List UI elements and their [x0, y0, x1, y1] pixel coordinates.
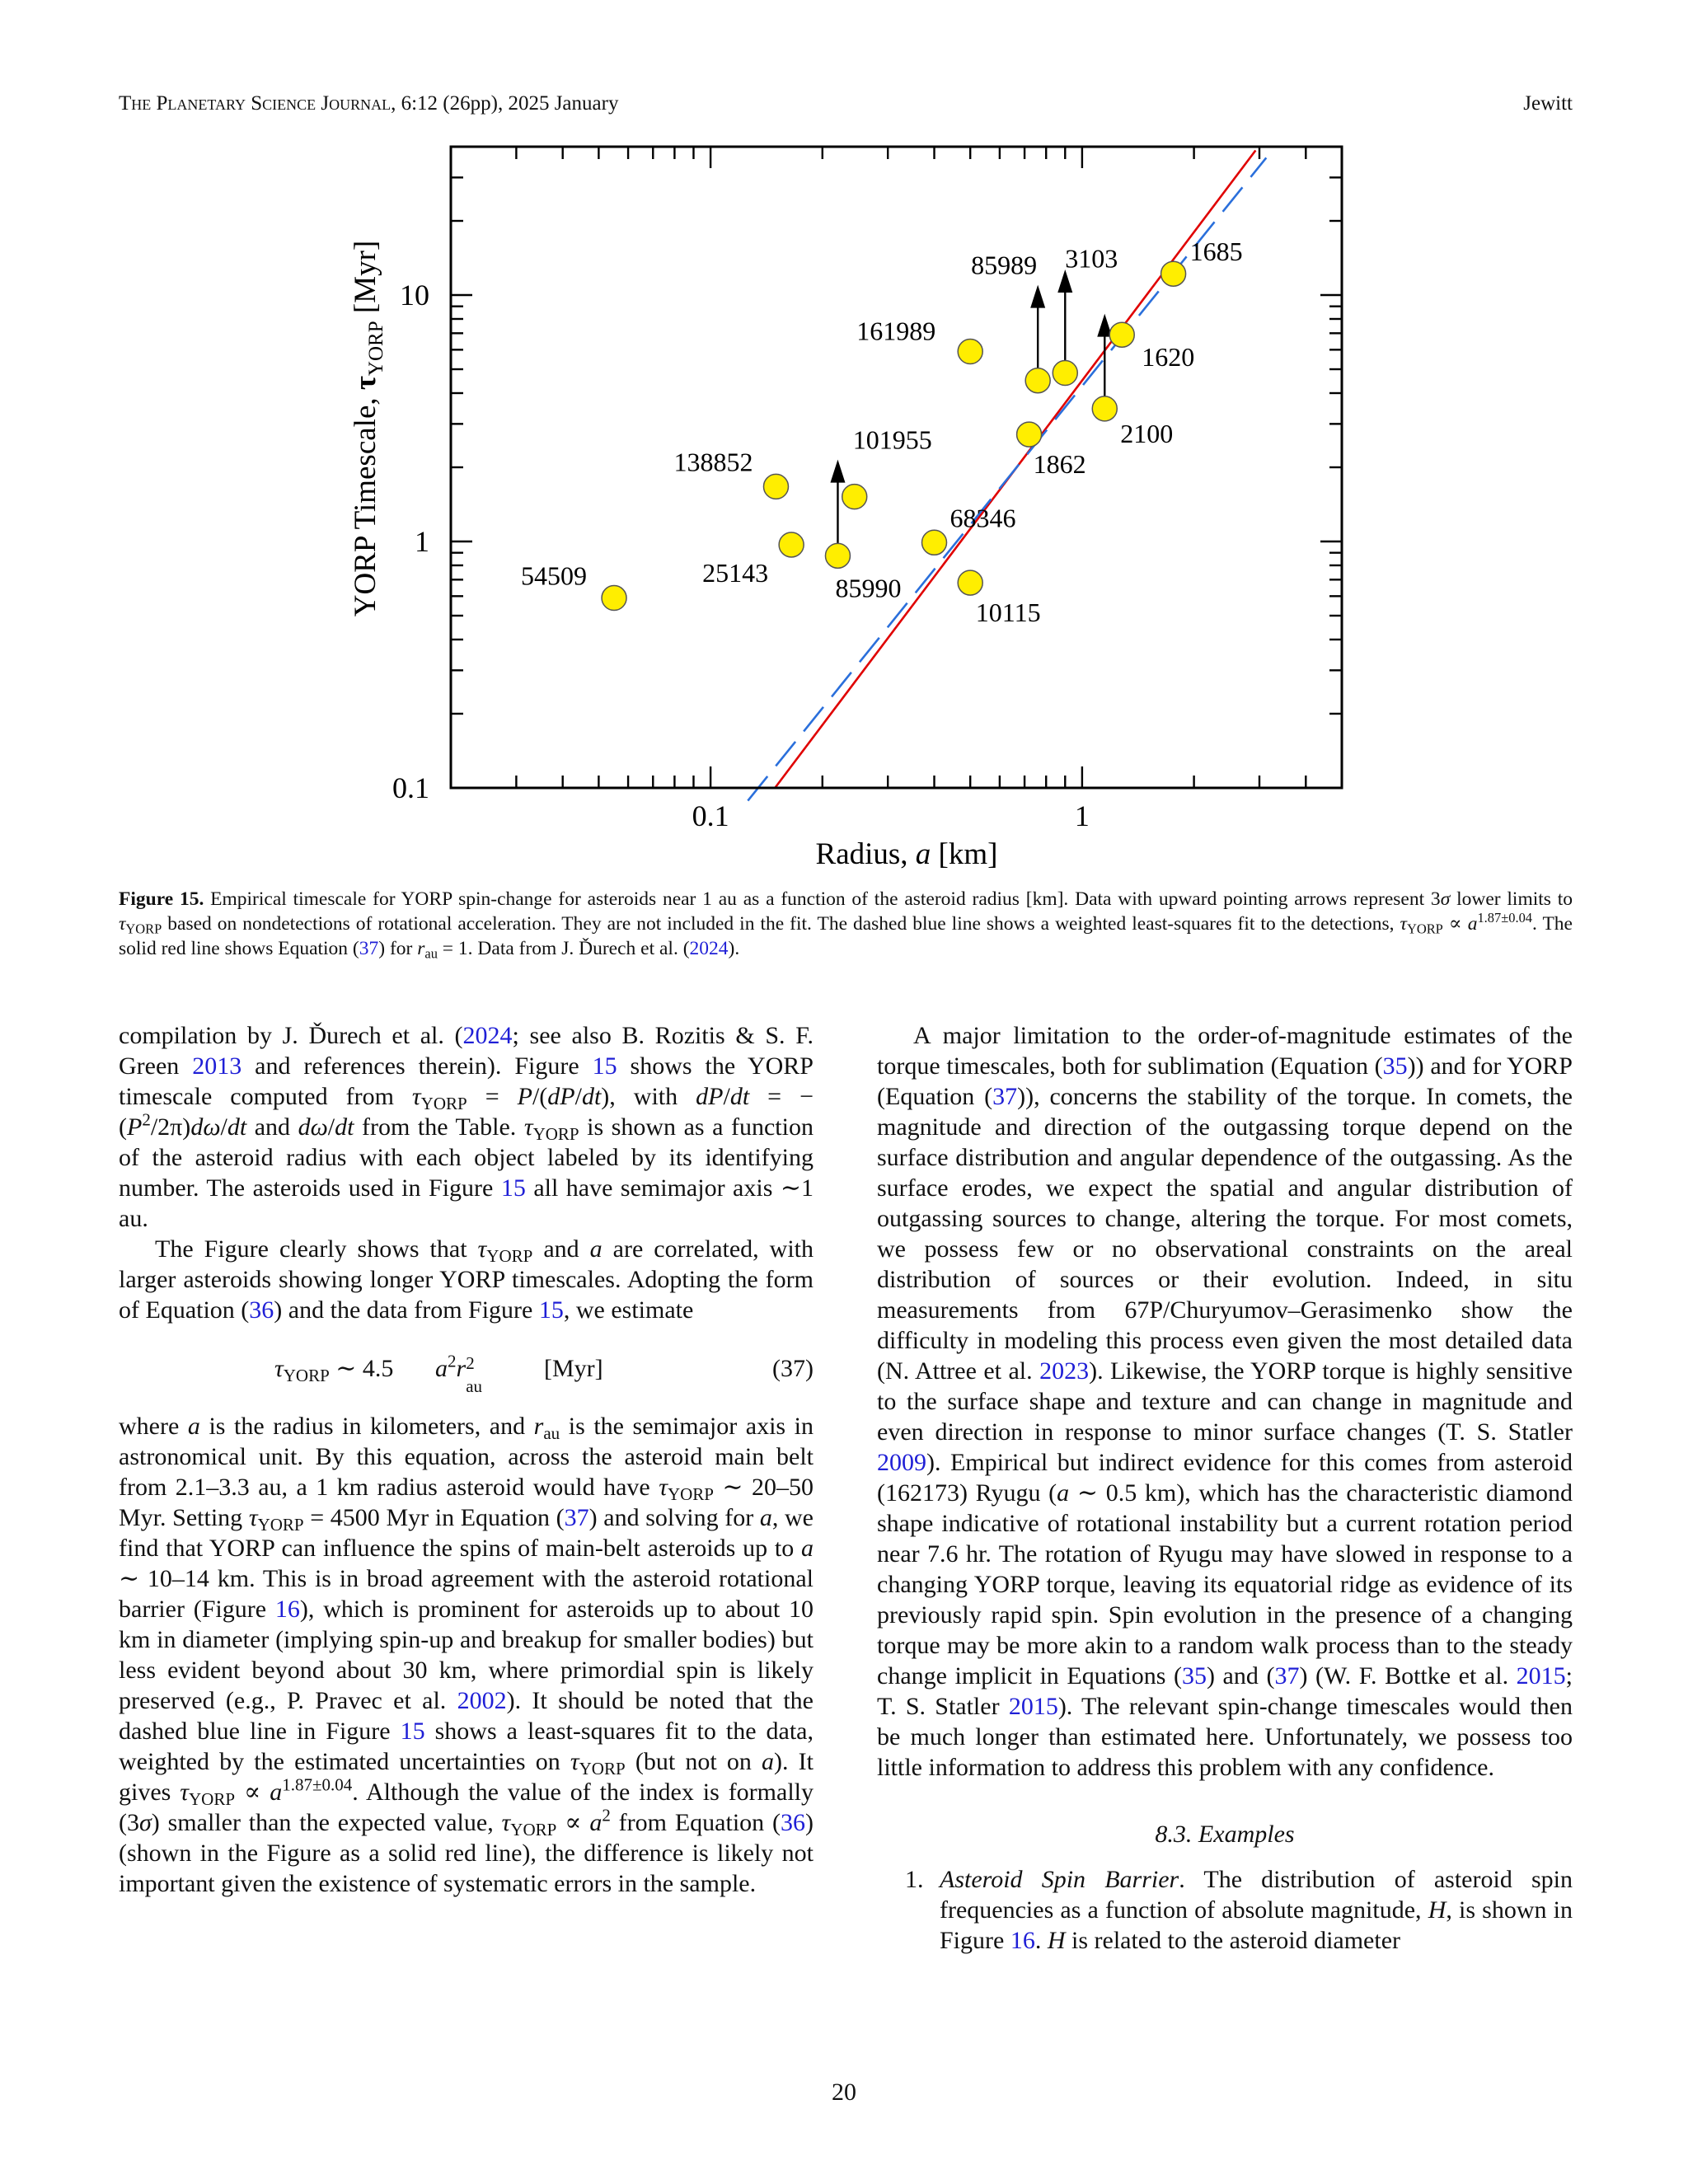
math-run: dω: [298, 1113, 328, 1141]
text-run: /: [723, 1083, 730, 1110]
text-run: ) and (: [1206, 1662, 1275, 1690]
text-run: /: [574, 1083, 582, 1110]
text-run: , we find that YORP can influence the spins of main-belt asteroids up to: [119, 1504, 814, 1562]
math-run: dt: [729, 1083, 750, 1110]
eq-a: a: [435, 1355, 448, 1382]
point-label: 10115: [975, 598, 1041, 628]
text-run: = − (: [119, 1083, 814, 1141]
text-run: ∝: [556, 1809, 590, 1836]
text-run: ; see also B. Rozitis & S. F. Green: [119, 1022, 814, 1080]
math-run: τ: [523, 1113, 533, 1141]
text-run: )), concerns the stability of the torque. In comets, the magnitude and direction of the outgassing torque depend on the surface distribution and angular dependence of the outgassing. As the surface erodes, we expect the spatial and angular distribution of outgassing sources to change, altering the torque. For most comets, we possess few or no observational constraints on the areal distribution of sources or their evolution. Indeed, in situ measurements from 67P/Churyumov–Gerasimenko show the difficulty in modeling this process even given the most detailed data (N. Attree et al.: [877, 1083, 1573, 1385]
text-run: all have semimajor axis ∼1 au.: [119, 1174, 814, 1232]
text-run: (but not on: [625, 1748, 762, 1775]
eq-rhs: [435, 1351, 484, 1396]
text-run: , we estimate: [563, 1296, 694, 1324]
math-run: a: [589, 1235, 603, 1263]
data-point-68346: [922, 530, 947, 555]
point-label: 1620: [1142, 342, 1195, 373]
point-label: 1862: [1033, 449, 1086, 480]
math-run: dP: [547, 1083, 575, 1110]
y-axis-label: [349, 241, 387, 617]
text-run: /: [220, 1113, 227, 1141]
text-run: ) and solving for: [588, 1504, 760, 1531]
x-tick-label: 1: [1074, 799, 1090, 832]
reference-link[interactable]: 2009: [877, 1449, 926, 1476]
point-label: 2100: [1120, 418, 1174, 448]
text-run: lower limits to: [1450, 888, 1573, 910]
data-point-3103: [1053, 361, 1077, 386]
y-axis-label-sub: YORP: [365, 321, 387, 377]
reference-link[interactable]: 15: [592, 1052, 617, 1080]
math-run: τ: [180, 1779, 189, 1806]
eq-r-scripts: 2 au: [466, 1353, 483, 1396]
math-run: dt: [227, 1113, 247, 1141]
reference-link[interactable]: 15: [400, 1718, 425, 1745]
text-run: ). It should be noted that the dashed blue line in Figure: [119, 1687, 814, 1745]
math-run: dP: [696, 1083, 724, 1110]
reference-link[interactable]: 37: [992, 1083, 1018, 1110]
text-run: . The solid red line shows Equation (: [119, 913, 1573, 959]
point-labels-group: [521, 237, 1243, 627]
text-run: ) smaller than the expected value,: [151, 1809, 502, 1836]
eq-relation: ∼ 4.5: [329, 1355, 394, 1382]
text-run: and references therein). Figure: [241, 1052, 593, 1080]
x-axis-label-text: Radius,: [815, 837, 916, 871]
text-run: ∝: [235, 1779, 270, 1806]
reference-link[interactable]: 15: [538, 1296, 564, 1324]
reference-link[interactable]: 2024: [462, 1022, 513, 1049]
list-item: [877, 1864, 1573, 1956]
reference-link[interactable]: 2015: [1008, 1693, 1058, 1720]
math-run: YORP: [510, 1819, 557, 1840]
eq-tau-sub: YORP: [283, 1365, 330, 1385]
math-run: YORP: [1406, 921, 1443, 937]
text-run: ; T. S. Statler: [877, 1662, 1573, 1720]
eq-tau: τ: [274, 1355, 284, 1382]
text-run: ∼ 20–50 Myr. Setting: [119, 1474, 814, 1531]
math-run: YORP: [189, 1788, 236, 1809]
point-label: 161989: [856, 316, 936, 346]
eq-lhs: [274, 1353, 393, 1384]
math-run: dω: [190, 1113, 221, 1141]
section-heading: 8.3. Examples: [1155, 1821, 1295, 1848]
point-label: 101955: [852, 424, 932, 455]
text-run: ). Likewise, the YORP torque is highly sensitive to the surface shape and texture and can change in magnitude and even direction in response to minor surface changes (T. S. Statler: [877, 1357, 1573, 1446]
data-point-10115: [958, 570, 982, 595]
running-header-author: Jewitt: [1523, 92, 1573, 115]
left-column: [119, 1020, 814, 1899]
math-run: a: [1467, 913, 1478, 935]
math-run: τ: [659, 1474, 668, 1501]
reference-link[interactable]: 2002: [457, 1687, 507, 1714]
right-column: [877, 1020, 1573, 1956]
point-label: 85989: [971, 250, 1038, 280]
math-run: a: [589, 1809, 603, 1836]
data-point-2100: [1092, 396, 1117, 421]
lower-limit-arrow-head: [830, 460, 845, 483]
text-run: ), which is prominent for asteroids up to about 10 km in diameter (implying spin-up and breakup for smaller bodies) but less evident beyond about 30 km, where primordial spin is likely preserved (e.g., P. Pravec et al.: [119, 1596, 814, 1714]
math-run: H: [1428, 1896, 1447, 1924]
text-run: and: [532, 1235, 590, 1263]
point-label: 25143: [702, 557, 769, 588]
math-run: τ: [477, 1235, 487, 1263]
math-run: τ: [1400, 913, 1407, 935]
text-run: , is shown in Figure: [940, 1896, 1573, 1954]
data-point-161989: [958, 340, 982, 364]
data-point-138852: [763, 474, 788, 499]
y-axis-label-tau: τ: [349, 376, 382, 391]
reference-link[interactable]: 37: [1274, 1662, 1300, 1690]
text-run: /(: [532, 1083, 548, 1110]
x-axis-label-var: a: [915, 837, 931, 871]
text-run: .: [1034, 1927, 1048, 1954]
journal-issue: , 6:12 (26pp), 2025 January: [391, 92, 619, 115]
math-run: τ: [501, 1809, 511, 1836]
reference-link[interactable]: 16: [1010, 1927, 1035, 1954]
text-run: ) and the data from Figure: [274, 1296, 539, 1324]
reference-link[interactable]: 15: [500, 1174, 526, 1202]
data-point-25143: [779, 532, 804, 557]
math-run: τ: [248, 1504, 258, 1531]
reference-link[interactable]: 37: [564, 1504, 589, 1531]
point-label: 138852: [673, 447, 753, 477]
point-label: 85990: [835, 573, 902, 603]
y-tick-label: 0.1: [392, 771, 429, 804]
text-run: and: [246, 1113, 298, 1141]
reference-link[interactable]: 37: [359, 938, 379, 959]
text-run: ), with: [601, 1083, 696, 1110]
text-run: ).: [728, 938, 740, 959]
text-run: from the Table.: [354, 1113, 524, 1141]
text-run: is the radius in kilometers, and: [199, 1413, 534, 1440]
reference-link[interactable]: 16: [274, 1596, 300, 1623]
data-point-1620: [1109, 322, 1134, 347]
text-run: shows the YORP timescale computed from: [119, 1052, 814, 1110]
text-run: ) (shown in the Figure as a solid red line), the difference is likely not important given the existence of systematic errors in the sample.: [119, 1809, 814, 1897]
text-run: ). It gives: [119, 1748, 814, 1806]
paragraph: [877, 1020, 1573, 1783]
math-run: τ: [411, 1083, 421, 1110]
text-run: are correlated, with larger asteroids showing longer YORP timescales. Adopting the form of Equation (: [119, 1235, 814, 1324]
text-run: . The distribution of asteroid spin frequencies as a function of absolute magnitude,: [940, 1866, 1573, 1924]
math-run: YORP: [579, 1758, 626, 1779]
text-run: A major limitation to the order-of-magnitude estimates of the torque timescales, both for sublimation (Equation (: [877, 1022, 1573, 1080]
point-label: 3103: [1065, 243, 1118, 274]
eq-a-sup: 2: [448, 1351, 457, 1371]
list-item-text: [940, 1866, 1573, 1954]
journal-name: The Planetary Science Journal: [119, 92, 392, 115]
math-run: a: [270, 1779, 283, 1806]
math-run: 1.87±0.04: [282, 1774, 353, 1795]
math-run: P: [127, 1113, 143, 1141]
text-run: where: [119, 1413, 188, 1440]
paragraph: [119, 1411, 814, 1899]
data-point-85989: [1025, 368, 1050, 393]
math-run: 2: [142, 1109, 151, 1130]
paragraph: [119, 1020, 814, 1234]
text-run: . Although the value of the index is formally (3: [119, 1779, 814, 1836]
data-point-85990: [825, 543, 850, 568]
y-axis-label-unit: [Myr]: [349, 240, 382, 321]
reference-link[interactable]: 36: [781, 1809, 805, 1836]
math-run: Asteroid Spin Barrier: [940, 1866, 1179, 1893]
math-run: a: [187, 1413, 200, 1440]
data-point-101955: [842, 485, 867, 509]
math-run: YORP: [125, 921, 162, 937]
math-run: τ: [119, 913, 126, 935]
data-point-1685: [1161, 261, 1186, 286]
data-point-54509: [602, 586, 626, 611]
figure-15-chart: [0, 0, 1688, 882]
equation-37: [119, 1345, 814, 1396]
math-run: σ: [139, 1809, 152, 1836]
math-run: YORP: [667, 1483, 714, 1504]
math-run: σ: [1440, 888, 1451, 910]
math-run: a: [801, 1535, 814, 1562]
point-label: 68346: [950, 503, 1016, 533]
reference-link[interactable]: 2015: [1516, 1662, 1566, 1690]
text-run: based on nondetections of rotational acceleration. They are not included in the fit. The dashed blue line shows a weighted least-squares fit to the detections,: [162, 913, 1400, 935]
eq-number: (37): [772, 1355, 814, 1382]
reference-link[interactable]: 2023: [1039, 1357, 1090, 1385]
math-run: YORP: [486, 1245, 533, 1266]
math-run: 1.87±0.04: [1477, 909, 1533, 926]
math-run: a: [762, 1748, 774, 1775]
math-run: a: [1057, 1479, 1070, 1507]
y-axis-label-text: YORP Timescale,: [349, 390, 382, 617]
math-run: τ: [570, 1748, 579, 1775]
paragraph: [119, 1234, 814, 1325]
math-run: H: [1047, 1927, 1066, 1954]
fit-lines-group: [748, 151, 1266, 801]
text-run: )) and for YORP (Equation (: [877, 1052, 1573, 1110]
math-run: au: [543, 1422, 560, 1443]
text-run: ∼ 0.5 km), which has the characteristic diamond shape indicative of rotational instability but a current rotation period near 7.6 hr. The rotation of Ryugu may have slowed in response to a changing YORP torque, leaving its equatorial ridge as evidence of its previously rapid spin. Spin evolution in the presence of a changing torque may be more akin to a random walk process than to the steady change implicit in Equations (: [877, 1479, 1573, 1690]
text-run: compilation by J. Ďurech et al. (: [119, 1022, 463, 1049]
math-run: au: [424, 945, 438, 962]
page-number: 20: [832, 2079, 856, 2106]
reference-link[interactable]: 35: [1382, 1052, 1408, 1080]
text-run: ). Empirical but indirect evidence for this comes from asteroid (162173) Ryugu (: [877, 1449, 1573, 1507]
math-run: r: [417, 938, 425, 959]
eq-r: r: [456, 1355, 467, 1382]
text-run: ∝: [1442, 913, 1468, 935]
point-label: 54509: [521, 560, 588, 591]
math-run: YORP: [420, 1093, 467, 1113]
math-run: Figure 15.: [119, 888, 204, 910]
text-run: is shown as a function of the asteroid radius with each object labeled by its identifying number. The asteroids used in Figure: [119, 1113, 814, 1202]
math-run: dt: [335, 1113, 354, 1141]
reference-link[interactable]: 2013: [192, 1052, 242, 1080]
reference-link[interactable]: 2024: [689, 938, 729, 959]
x-tick-label: 0.1: [692, 799, 729, 832]
math-run: YORP: [257, 1514, 304, 1535]
math-run: r: [533, 1413, 544, 1440]
reference-link[interactable]: 35: [1181, 1662, 1207, 1690]
data-point-1862: [1017, 422, 1042, 447]
figure-caption: [119, 887, 1573, 961]
list-number: 1.: [905, 1866, 924, 1893]
y-tick-label: 10: [400, 279, 429, 312]
text-run: =: [467, 1083, 518, 1110]
text-run: from Equation (: [610, 1809, 781, 1836]
text-run: ). The relevant spin-change timescales would then be much longer than estimated here. Unfortunately, we possess too little information to address this problem with any confidence.: [877, 1693, 1573, 1781]
math-run: dt: [581, 1083, 602, 1110]
text-run: /: [327, 1113, 335, 1141]
math-run: YORP: [532, 1123, 579, 1144]
text-run: /2π): [150, 1113, 191, 1141]
text-run: = 1. Data from J. Ďurech et al. (: [437, 938, 690, 959]
math-run: P: [517, 1083, 532, 1110]
point-label: 1685: [1189, 237, 1243, 267]
x-axis-label-unit: [km]: [931, 837, 998, 871]
text-run: ∼ 10–14 km. This is in broad agreement with the asteroid rotational barrier (Figure: [119, 1565, 814, 1623]
math-run: 2: [602, 1805, 611, 1825]
text-run: shows a least-squares fit to the data, weighted by the estimated uncertainties on: [119, 1718, 814, 1775]
text-run: Empirical timescale for YORP spin-change for asteroids near 1 au as a function of the asteroid radius [km]. Data with upward pointing arrows represent 3: [204, 888, 1441, 910]
x-axis-label: [816, 837, 998, 871]
text-run: is the semimajor axis in astronomical unit. By this equation, across the asteroid main belt from 2.1–3.3 au, a 1 km radius asteroid would have: [119, 1413, 814, 1501]
reference-link[interactable]: 36: [249, 1296, 274, 1324]
text-run: The Figure clearly shows that: [155, 1235, 478, 1263]
text-run: is related to the asteroid diameter: [1065, 1927, 1401, 1954]
eq-unit: [Myr]: [544, 1355, 603, 1382]
math-run: a: [759, 1504, 772, 1531]
text-run: ) for: [378, 938, 418, 959]
y-tick-label: 1: [415, 525, 429, 559]
lower-limit-arrow-head: [1030, 285, 1045, 308]
text-run: ) (W. F. Bottke et al.: [1299, 1662, 1517, 1690]
text-run: = 4500 Myr in Equation (: [303, 1504, 565, 1531]
